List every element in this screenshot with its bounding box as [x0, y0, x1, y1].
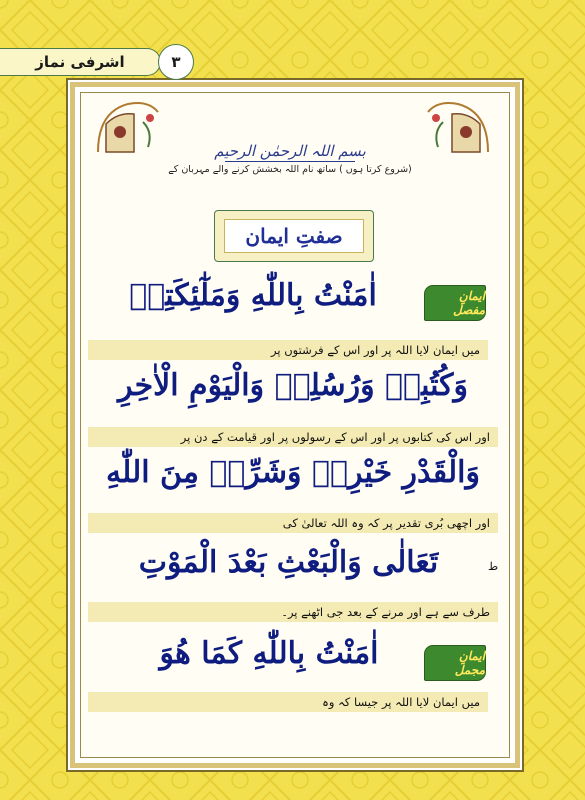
translation-bar-5: [88, 692, 488, 712]
arabic-line-2: وَكُتُبِهٖ وَرُسُلِهٖ وَالْيَوْمِ الْاٰخِرِ: [118, 368, 468, 403]
label-iman-mujmal: [424, 645, 486, 681]
translation-line-2: اور اس کی کتابوں پر اور اس کے رسولوں پر اور قیامت کے دن پر: [180, 430, 490, 444]
arabic-line-5: اٰمَنْتُ بِاللّٰهِ كَمَا هُوَ: [159, 636, 379, 671]
bismillah-arabic: بسم اللہ الرحمٰن الرحیم: [214, 142, 366, 160]
translation-line-5: میں ایمان لایا اللہ پر جیسا کہ وہ: [322, 695, 480, 709]
translation-bar-3: [88, 513, 498, 533]
page-header-tab: [0, 44, 196, 78]
arabic-line-3: وَالْقَدْرِ خَيْرِهٖ وَشَرِّهٖ مِنَ اللّٰهِ: [106, 455, 480, 490]
page-number: ۳: [158, 44, 194, 80]
bismillah-block: [140, 142, 440, 175]
label-iman-mujmal-text: ایمانِ مجمل: [454, 649, 485, 677]
arabic-line-1: اٰمَنْتُ بِاللّٰهِ وَمَلٰٓئِكَتِهٖ: [129, 278, 377, 313]
label-iman-mufassal: [424, 285, 486, 321]
translation-bar-1: [88, 340, 488, 360]
arabic-line-4: تَعَالٰى وَالْبَعْثِ بَعْدَ الْمَوْتِ: [138, 545, 439, 580]
translation-bar-2: [88, 427, 498, 447]
section-title: صفتِ ایمان: [245, 224, 343, 248]
translation-line-1: میں ایمان لایا اللہ پر اور اس کے فرشتوں پر: [271, 343, 480, 357]
bismillah-translation: (شروع کرتا ہوں ) ساتھ نام اللہ بخشش کرنے والے مہربان کے: [168, 164, 412, 175]
label-iman-mufassal-text: ایمانِ مفصل: [453, 289, 485, 317]
translation-line-3: اور اچھی بُری تقدیر پر کہ وہ اللہ تعالیٰ کی: [282, 516, 490, 530]
header-title-box: [0, 48, 161, 76]
book-title: اشرفی نماز: [35, 53, 125, 71]
section-title-box: [214, 210, 374, 262]
waqf-mark: ط: [488, 560, 499, 573]
divider: [225, 161, 355, 162]
translation-bar-4: [88, 602, 498, 622]
translation-line-4: طرف سے ہے اور مرنے کے بعد جی اٹھنے پر۔: [281, 605, 490, 619]
section-title-inner: [224, 219, 364, 253]
